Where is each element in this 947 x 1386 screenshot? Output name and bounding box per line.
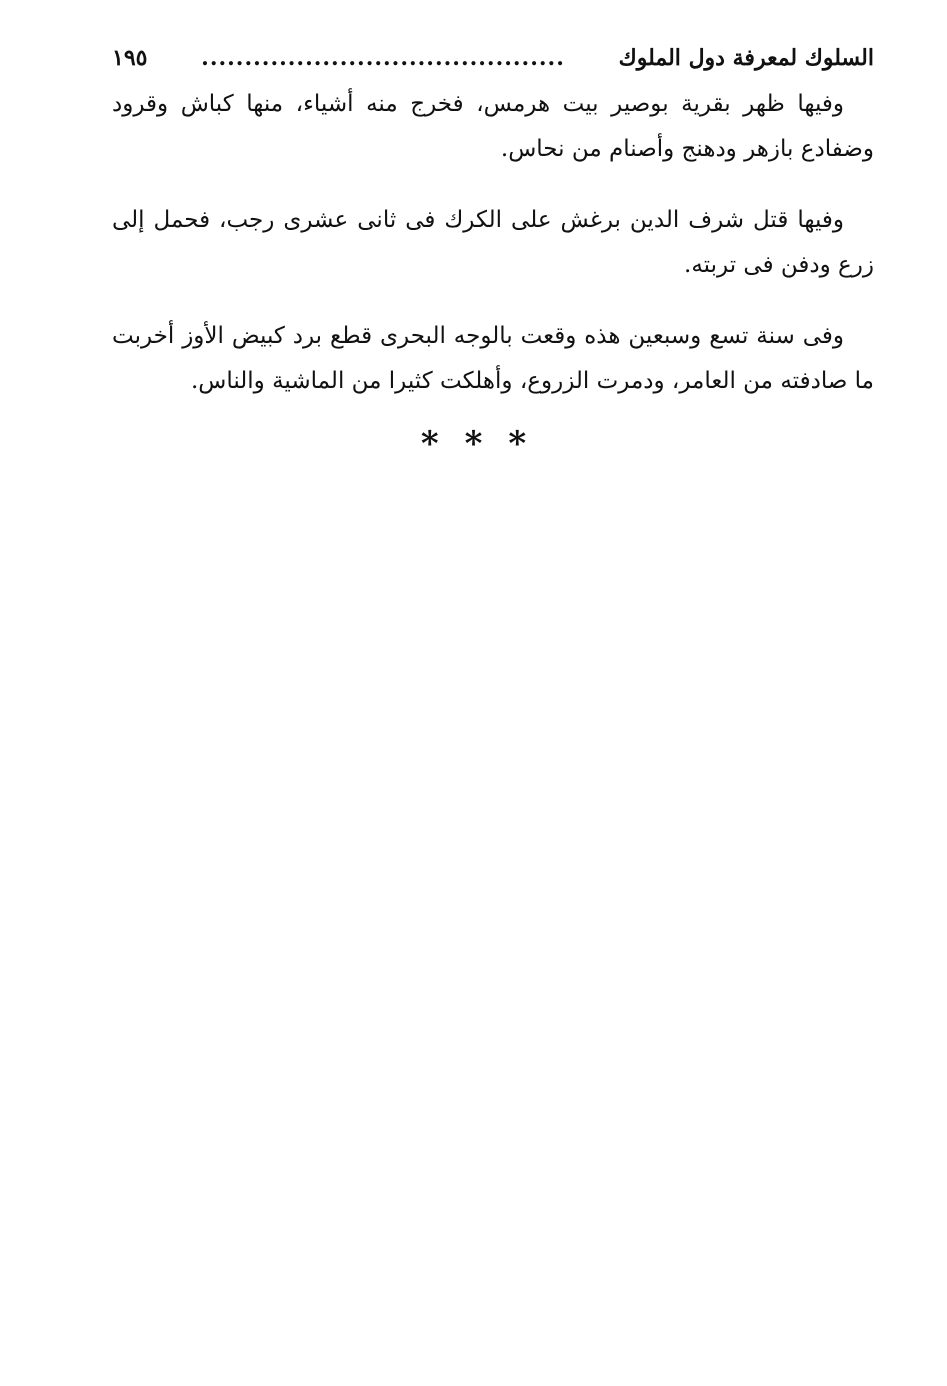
running-header xyxy=(112,38,874,78)
page-number: ١٩٥ xyxy=(112,45,148,71)
paragraph-3: وفى سنة تسع وسبعين هذه وقعت بالوجه البحرى قطع برد كبيض الأوز أخربت ما صادفته من العامر، ودمرت الزروع، وأهلكت كثيرا من الماشية والناس. xyxy=(112,323,874,394)
header-leader-dots: .......................................... xyxy=(201,45,565,71)
book-title: السلوك لمعرفة دول الملوك xyxy=(618,45,874,71)
asterisk-separator: *** xyxy=(420,424,553,464)
main-text xyxy=(112,82,874,430)
paragraph-1: وفيها ظهر بقرية بوصير بيت هرمس، فخرج منه أشياء، منها كباش وقرود وضفادع بازهر ودهنج وأصنام من نحاس. xyxy=(112,91,874,162)
paragraph-2: وفيها قتل شرف الدين برغش على الكرك فى ثانى عشرى رجب، فحمل إلى زرع ودفن فى تربته. xyxy=(112,207,874,278)
